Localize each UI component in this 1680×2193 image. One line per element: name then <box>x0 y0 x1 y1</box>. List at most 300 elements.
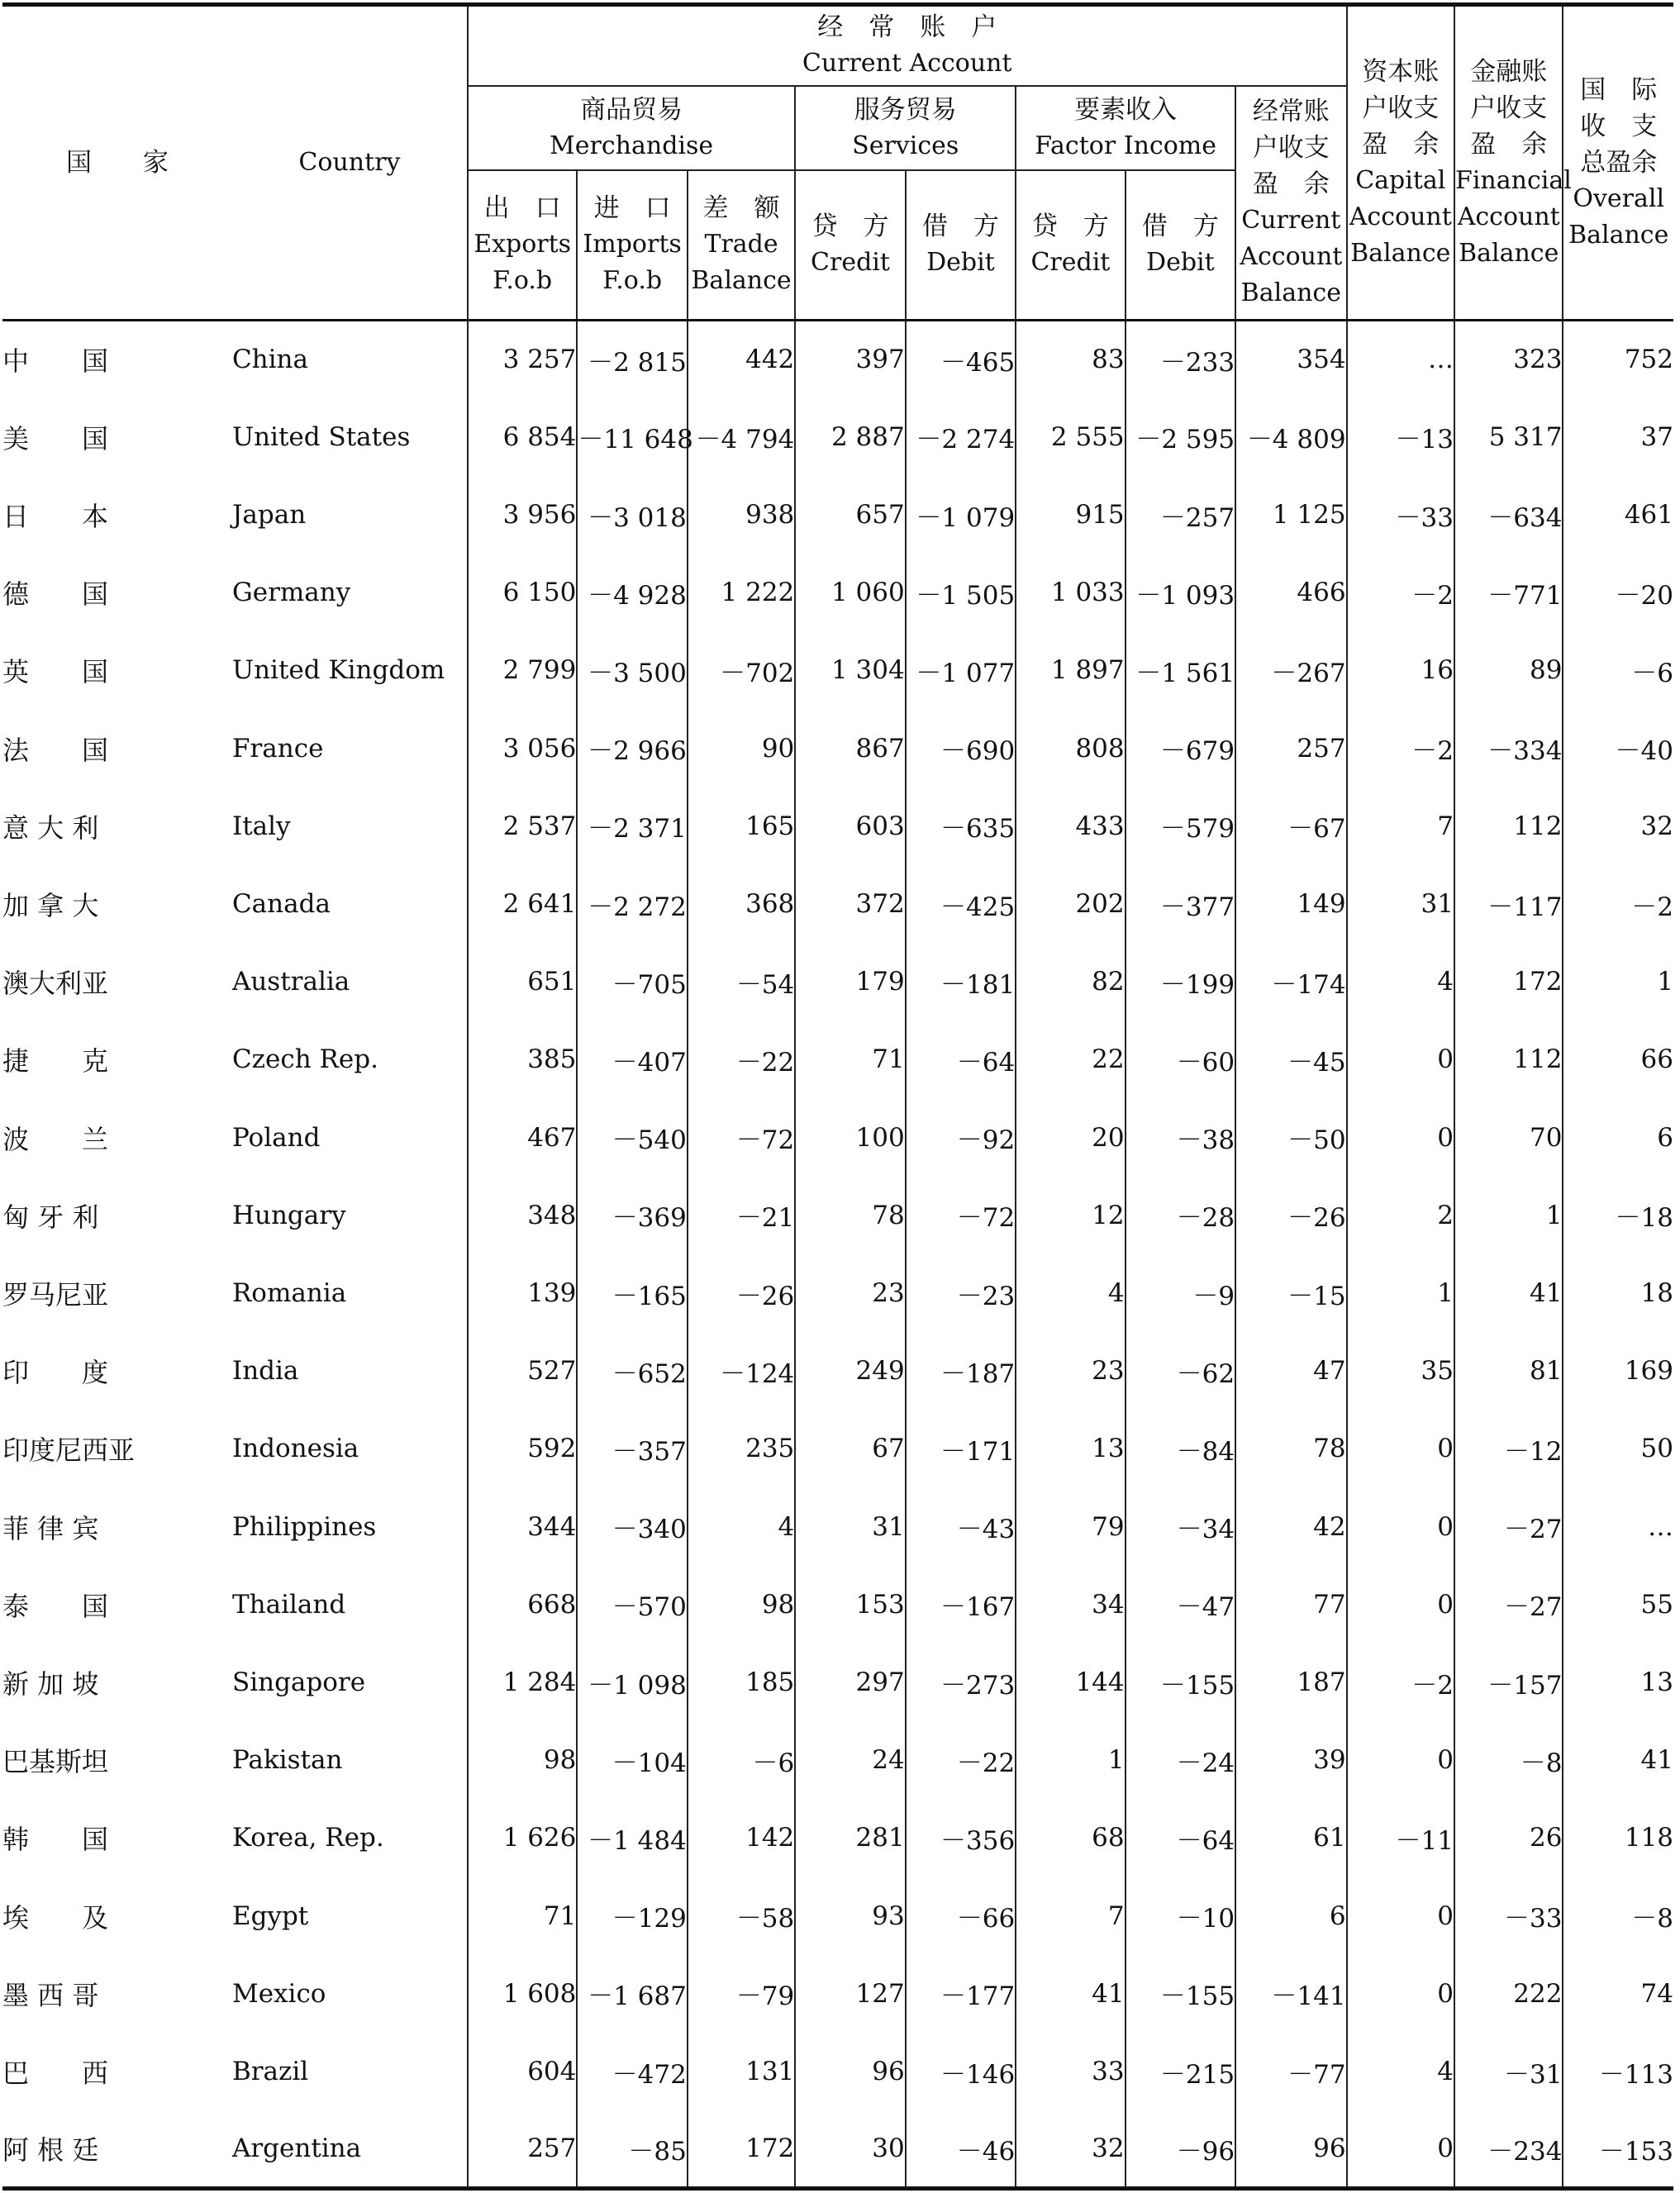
country-name-cn: 德 国 <box>2 578 109 611</box>
value-cell: 83 <box>1016 321 1125 398</box>
value-cell: 20 <box>1016 1099 1125 1177</box>
value-cell: －4 809 <box>1235 398 1346 476</box>
value-cell: －15 <box>1235 1254 1346 1332</box>
value-cell: 0 <box>1347 1566 1454 1644</box>
value-cell: 7 <box>1347 787 1454 865</box>
header-factor-debit <box>1126 170 1235 321</box>
country-name-en: Italy <box>231 811 291 841</box>
value-cell: 71 <box>468 1877 577 1955</box>
value-cell: －8 <box>1454 1721 1563 1799</box>
value-cell: 34 <box>1016 1566 1125 1644</box>
value-cell: －18 <box>1563 1177 1673 1254</box>
country-name-en: India <box>231 1356 299 1387</box>
value-cell: 1 060 <box>795 554 905 631</box>
value-cell: －2 371 <box>577 787 687 865</box>
value-cell: 31 <box>1347 865 1454 943</box>
country-name-cn: 印度尼西亚 <box>2 1434 136 1467</box>
value-cell: －47 <box>1126 1566 1235 1644</box>
table-row <box>2 1410 1673 1487</box>
country-name-en: Egypt <box>231 1900 309 1931</box>
value-cell: －257 <box>1126 476 1235 554</box>
country-name-en: Japan <box>231 500 307 530</box>
value-cell: －23 <box>906 1254 1016 1332</box>
country-name-cn: 捷 克 <box>2 1045 109 1077</box>
value-cell: 127 <box>795 1955 905 2033</box>
table-row <box>2 865 1673 943</box>
value-cell: 385 <box>468 1020 577 1098</box>
table-body <box>2 321 1673 2189</box>
value-cell: 4 <box>1347 943 1454 1020</box>
value-cell: －357 <box>577 1410 687 1487</box>
header-merchandise-en: Merchandise <box>550 131 714 160</box>
value-cell: 257 <box>468 2110 577 2188</box>
header-factor-debit-cn: 借 方 <box>1141 212 1219 242</box>
value-cell: 93 <box>795 1877 905 1955</box>
value-cell: 467 <box>468 1099 577 1177</box>
value-cell: 0 <box>1347 1099 1454 1177</box>
value-cell: －2 <box>1563 865 1673 943</box>
value-cell: －181 <box>906 943 1016 1020</box>
header-exports-cn: 出 口 <box>483 193 561 224</box>
country-name-en: Korea, Rep. <box>231 1823 384 1853</box>
value-cell: 603 <box>795 787 905 865</box>
value-cell: 0 <box>1347 1488 1454 1566</box>
value-cell: －24 <box>1126 1721 1235 1799</box>
value-cell: 12 <box>1016 1177 1125 1254</box>
country-name-cn: 印 度 <box>2 1357 109 1389</box>
value-cell: －377 <box>1126 865 1235 943</box>
header-trade-balance <box>688 170 795 321</box>
table-row <box>2 1254 1673 1332</box>
value-cell: 96 <box>795 2033 905 2110</box>
header-capital-balance-en: Capital Account Balance <box>1349 166 1452 268</box>
country-name-cn: 美 国 <box>2 422 109 454</box>
header-current-account <box>468 5 1347 86</box>
value-cell: 1 <box>1454 1177 1563 1254</box>
value-cell: －425 <box>906 865 1016 943</box>
value-cell: －407 <box>577 1020 687 1098</box>
header-imports-en: Imports F.o.b <box>583 230 682 296</box>
value-cell: －2 <box>1347 710 1454 787</box>
value-cell: －13 <box>1347 398 1454 476</box>
value-cell: －273 <box>906 1644 1016 1721</box>
value-cell: 55 <box>1563 1566 1673 1644</box>
value-cell: 604 <box>468 2033 577 2110</box>
header-financial-balance-cn: 金融账 户收支 盈 余 <box>1470 57 1548 159</box>
value-cell: 90 <box>688 710 795 787</box>
value-cell: 81 <box>1454 1332 1563 1410</box>
header-services-credit <box>795 170 905 321</box>
value-cell: 165 <box>688 787 795 865</box>
value-cell: －187 <box>906 1332 1016 1410</box>
value-cell: －33 <box>1454 1877 1563 1955</box>
country-name-cn: 墨 西 哥 <box>2 1979 99 2011</box>
value-cell: 31 <box>795 1488 905 1566</box>
value-cell: 0 <box>1347 1877 1454 1955</box>
country-name-en: Argentina <box>231 2134 362 2164</box>
value-cell: 4 <box>1347 2033 1454 2110</box>
value-cell: 0 <box>1347 1721 1454 1799</box>
header-ca-balance-cn: 经常账 户收支 盈 余 <box>1252 97 1330 200</box>
value-cell: 100 <box>795 1099 905 1177</box>
table-row <box>2 1877 1673 1955</box>
value-cell: 16 <box>1347 631 1454 709</box>
value-cell: －540 <box>577 1099 687 1177</box>
value-cell: －34 <box>1126 1488 1235 1566</box>
value-cell: －64 <box>906 1020 1016 1098</box>
value-cell: 66 <box>1563 1020 1673 1098</box>
header-services-debit-cn: 借 方 <box>921 212 999 242</box>
country-name-en: Hungary <box>231 1200 346 1230</box>
value-cell: 1 304 <box>795 631 905 709</box>
value-cell: －579 <box>1126 787 1235 865</box>
value-cell: －96 <box>1126 2110 1235 2188</box>
header-services-credit-cn: 贷 方 <box>811 212 889 242</box>
country-name-cn: 巴 西 <box>2 2057 109 2090</box>
value-cell: 7 <box>1016 1877 1125 1955</box>
value-cell: 354 <box>1235 321 1346 398</box>
value-cell: 344 <box>468 1488 577 1566</box>
table-row <box>2 1644 1673 1721</box>
value-cell: 96 <box>1235 2110 1346 2188</box>
header-factor-debit-en: Debit <box>1146 248 1215 278</box>
value-cell: －92 <box>906 1099 1016 1177</box>
header-factor-income <box>1016 86 1235 170</box>
header-services-en: Services <box>852 131 959 160</box>
value-cell: 78 <box>795 1177 905 1254</box>
value-cell: －155 <box>1126 1955 1235 2033</box>
value-cell: 2 555 <box>1016 398 1125 476</box>
country-name-en: Canada <box>231 889 331 920</box>
value-cell: －1 077 <box>906 631 1016 709</box>
value-cell: 39 <box>1235 1721 1346 1799</box>
value-cell: 13 <box>1016 1410 1125 1487</box>
value-cell: 808 <box>1016 710 1125 787</box>
country-name-cn: 韩 国 <box>2 1824 109 1856</box>
country-name-cn: 英 国 <box>2 656 109 688</box>
value-cell: －1 561 <box>1126 631 1235 709</box>
country-name-cn: 日 本 <box>2 501 109 532</box>
value-cell: －1 484 <box>577 1799 687 1877</box>
country-name-en: Singapore <box>231 1667 366 1698</box>
table-row <box>2 554 1673 631</box>
value-cell: －679 <box>1126 710 1235 787</box>
value-cell: －117 <box>1454 865 1563 943</box>
value-cell: －153 <box>1563 2110 1673 2188</box>
balance-of-payments-table <box>2 2 1673 2191</box>
value-cell: －635 <box>906 787 1016 865</box>
header-trade-balance-cn: 差 额 <box>702 193 780 224</box>
country-name-en: Thailand <box>231 1589 346 1620</box>
value-cell: 235 <box>688 1410 795 1487</box>
value-cell: －472 <box>577 2033 687 2110</box>
value-cell: －356 <box>906 1799 1016 1877</box>
header-services-credit-en: Credit <box>811 248 890 278</box>
header-overall-balance-cn: 国 际 收 支 总盈余 <box>1580 75 1658 178</box>
value-cell: －2 <box>1347 1644 1454 1721</box>
value-cell: 187 <box>1235 1644 1346 1721</box>
value-cell: 144 <box>1016 1644 1125 1721</box>
header-merchandise-cn: 商品贸易 <box>580 94 683 125</box>
value-cell: －45 <box>1235 1020 1346 1098</box>
value-cell: 26 <box>1454 1799 1563 1877</box>
value-cell: －26 <box>688 1254 795 1332</box>
value-cell: －67 <box>1235 787 1346 865</box>
value-cell: －43 <box>906 1488 1016 1566</box>
value-cell: －1 505 <box>906 554 1016 631</box>
table-row <box>2 1020 1673 1098</box>
value-cell: 249 <box>795 1332 905 1410</box>
header-factor-credit-cn: 贷 方 <box>1031 212 1109 242</box>
country-name-en: United Kingdom <box>231 655 445 686</box>
value-cell: 13 <box>1563 1644 1673 1721</box>
value-cell: －174 <box>1235 943 1346 1020</box>
value-cell: 42 <box>1235 1488 1346 1566</box>
value-cell: 0 <box>1347 2110 1454 2188</box>
value-cell: 668 <box>468 1566 577 1644</box>
table-row <box>2 1955 1673 2033</box>
value-cell: －155 <box>1126 1644 1235 1721</box>
value-cell: 41 <box>1563 1721 1673 1799</box>
value-cell: 867 <box>795 710 905 787</box>
country-name-cn: 加 拿 大 <box>2 890 99 922</box>
value-cell: －652 <box>577 1332 687 1410</box>
value-cell: 4 <box>1016 1254 1125 1332</box>
value-cell: 32 <box>1016 2110 1125 2188</box>
value-cell: －129 <box>577 1877 687 1955</box>
value-cell: －72 <box>906 1177 1016 1254</box>
value-cell: 1 284 <box>468 1644 577 1721</box>
header-factor-credit <box>1016 170 1125 321</box>
value-cell: －85 <box>577 2110 687 2188</box>
value-cell: 112 <box>1454 787 1563 865</box>
country-name-en: Indonesia <box>231 1434 359 1464</box>
header-overall-balance-en: Overall Balance <box>1568 184 1669 250</box>
value-cell: 24 <box>795 1721 905 1799</box>
table-row <box>2 1488 1673 1566</box>
value-cell: －1 687 <box>577 1955 687 2033</box>
value-cell: 2 641 <box>468 865 577 943</box>
value-cell: －66 <box>906 1877 1016 1955</box>
value-cell: －2 <box>1347 554 1454 631</box>
value-cell: 82 <box>1016 943 1125 1020</box>
country-name-en: Romania <box>231 1278 347 1309</box>
value-cell: －465 <box>906 321 1016 398</box>
value-cell: 139 <box>468 1254 577 1332</box>
value-cell: 0 <box>1347 1410 1454 1487</box>
value-cell: 938 <box>688 476 795 554</box>
value-cell: －54 <box>688 943 795 1020</box>
value-cell: －1 098 <box>577 1644 687 1721</box>
value-cell: 0 <box>1347 1955 1454 2033</box>
country-name-cn: 匈 牙 利 <box>2 1201 99 1233</box>
value-cell: 23 <box>1016 1332 1125 1410</box>
value-cell: 18 <box>1563 1254 1673 1332</box>
value-cell: －11 <box>1347 1799 1454 1877</box>
value-cell: 153 <box>795 1566 905 1644</box>
country-name-cn: 罗马尼亚 <box>2 1279 109 1311</box>
value-cell: 50 <box>1563 1410 1673 1487</box>
country-name-cn: 澳大利亚 <box>2 968 109 1000</box>
value-cell: 30 <box>795 2110 905 2188</box>
value-cell: 323 <box>1454 321 1563 398</box>
value-cell: 433 <box>1016 787 1125 865</box>
value-cell: 68 <box>1016 1799 1125 1877</box>
value-cell: 61 <box>1235 1799 1346 1877</box>
value-cell: 915 <box>1016 476 1125 554</box>
value-cell: －157 <box>1454 1644 1563 1721</box>
country-name-en: France <box>231 733 324 764</box>
value-cell: 172 <box>688 2110 795 2188</box>
value-cell: －12 <box>1454 1410 1563 1487</box>
value-cell: 297 <box>795 1644 905 1721</box>
header-overall-balance <box>1563 5 1673 321</box>
country-name-cn: 意 大 利 <box>2 811 99 844</box>
value-cell: －50 <box>1235 1099 1346 1177</box>
value-cell: －171 <box>906 1410 1016 1487</box>
header-financial-balance <box>1454 5 1572 321</box>
value-cell: 0 <box>1347 1020 1454 1098</box>
header-country-cn: 国 家 <box>65 148 169 178</box>
header-services-debit <box>906 170 1016 321</box>
value-cell: 202 <box>1016 865 1125 943</box>
value-cell: －690 <box>906 710 1016 787</box>
value-cell: 257 <box>1235 710 1346 787</box>
header-current-account-en: Current Account <box>802 49 1012 78</box>
value-cell: －22 <box>688 1020 795 1098</box>
value-cell: 149 <box>1235 865 1346 943</box>
header-trade-balance-en: Trade Balance <box>691 230 792 296</box>
header-factor-income-en: Factor Income <box>1035 131 1216 160</box>
value-cell: 35 <box>1347 1332 1454 1410</box>
value-cell: 348 <box>468 1177 577 1254</box>
value-cell: 41 <box>1454 1254 1563 1332</box>
value-cell: －2 966 <box>577 710 687 787</box>
value-cell: 466 <box>1235 554 1346 631</box>
value-cell: －33 <box>1347 476 1454 554</box>
table-row <box>2 1099 1673 1177</box>
value-cell: －167 <box>906 1566 1016 1644</box>
value-cell: 2 <box>1347 1177 1454 1254</box>
header-services-cn: 服务贸易 <box>854 94 957 125</box>
value-cell: －28 <box>1126 1177 1235 1254</box>
value-cell: －3 500 <box>577 631 687 709</box>
value-cell: 71 <box>795 1020 905 1098</box>
table-row <box>2 787 1673 865</box>
table-row <box>2 398 1673 476</box>
value-cell: 169 <box>1563 1332 1673 1410</box>
value-cell: －84 <box>1126 1410 1235 1487</box>
value-cell: 1 608 <box>468 1955 577 2033</box>
value-cell: －60 <box>1126 1020 1235 1098</box>
value-cell: －27 <box>1454 1488 1563 1566</box>
value-cell: 592 <box>468 1410 577 1487</box>
value-cell: 22 <box>1016 1020 1125 1098</box>
value-cell: －40 <box>1563 710 1673 787</box>
value-cell: 33 <box>1016 2033 1125 2110</box>
header-country-en: Country <box>298 148 401 177</box>
value-cell: －141 <box>1235 1955 1346 2033</box>
value-cell: －4 928 <box>577 554 687 631</box>
value-cell: －46 <box>906 2110 1016 2188</box>
table-row <box>2 1566 1673 1644</box>
country-name-cn: 法 国 <box>2 734 109 766</box>
country-name-cn: 波 兰 <box>2 1123 109 1155</box>
value-cell: 23 <box>795 1254 905 1332</box>
value-cell: －31 <box>1454 2033 1563 2110</box>
value-cell: －234 <box>1454 2110 1563 2188</box>
value-cell: 2 537 <box>468 787 577 865</box>
value-cell: 131 <box>688 2033 795 2110</box>
value-cell: －2 274 <box>906 398 1016 476</box>
value-cell: －165 <box>577 1254 687 1332</box>
country-name-en: Poland <box>231 1122 321 1153</box>
value-cell: 281 <box>795 1799 905 1877</box>
header-services <box>795 86 1016 170</box>
country-name-cn: 中 国 <box>2 345 109 378</box>
value-cell: 6 854 <box>468 398 577 476</box>
value-cell: 78 <box>1235 1410 1346 1487</box>
country-name-cn: 菲 律 宾 <box>2 1512 99 1544</box>
value-cell: 752 <box>1563 321 1673 398</box>
value-cell: －233 <box>1126 321 1235 398</box>
value-cell: 3 056 <box>468 710 577 787</box>
value-cell: 185 <box>688 1644 795 1721</box>
header-financial-balance-en: Financial Account Balance <box>1455 166 1572 268</box>
value-cell: 142 <box>688 1799 795 1877</box>
value-cell: … <box>1563 1488 1673 1566</box>
value-cell: 1 897 <box>1016 631 1125 709</box>
value-cell: －215 <box>1126 2033 1235 2110</box>
country-name-en: Mexico <box>231 1978 326 2009</box>
value-cell: 5 317 <box>1454 398 1563 476</box>
value-cell: －104 <box>577 1721 687 1799</box>
value-cell: －1 079 <box>906 476 1016 554</box>
header-imports-cn: 进 口 <box>593 193 671 224</box>
value-cell: －267 <box>1235 631 1346 709</box>
header-ca-balance-en: Current Account Balance <box>1240 206 1343 308</box>
value-cell: －77 <box>1235 2033 1346 2110</box>
value-cell: －6 <box>688 1721 795 1799</box>
value-cell: －340 <box>577 1488 687 1566</box>
country-name-en: Pakistan <box>231 1745 343 1776</box>
value-cell: 6 <box>1235 1877 1346 1955</box>
value-cell: －705 <box>577 943 687 1020</box>
table-row <box>2 1799 1673 1877</box>
value-cell: 461 <box>1563 476 1673 554</box>
value-cell: －20 <box>1563 554 1673 631</box>
value-cell: －72 <box>688 1099 795 1177</box>
value-cell: 368 <box>688 865 795 943</box>
header-ca-balance <box>1235 86 1346 321</box>
country-name-en: China <box>231 345 308 375</box>
value-cell: 3 956 <box>468 476 577 554</box>
value-cell: －8 <box>1563 1877 1673 1955</box>
value-cell: －3 018 <box>577 476 687 554</box>
table-row <box>2 476 1673 554</box>
value-cell: 98 <box>468 1721 577 1799</box>
value-cell: 1 <box>1016 1721 1125 1799</box>
value-cell: －64 <box>1126 1799 1235 1877</box>
value-cell: 89 <box>1454 631 1563 709</box>
value-cell: －11 648 <box>577 398 687 476</box>
value-cell: 47 <box>1235 1332 1346 1410</box>
value-cell: 1 626 <box>468 1799 577 1877</box>
country-name-en: Philippines <box>231 1511 377 1542</box>
value-cell: 1 <box>1563 943 1673 1020</box>
value-cell: －9 <box>1126 1254 1235 1332</box>
value-cell: 372 <box>795 865 905 943</box>
